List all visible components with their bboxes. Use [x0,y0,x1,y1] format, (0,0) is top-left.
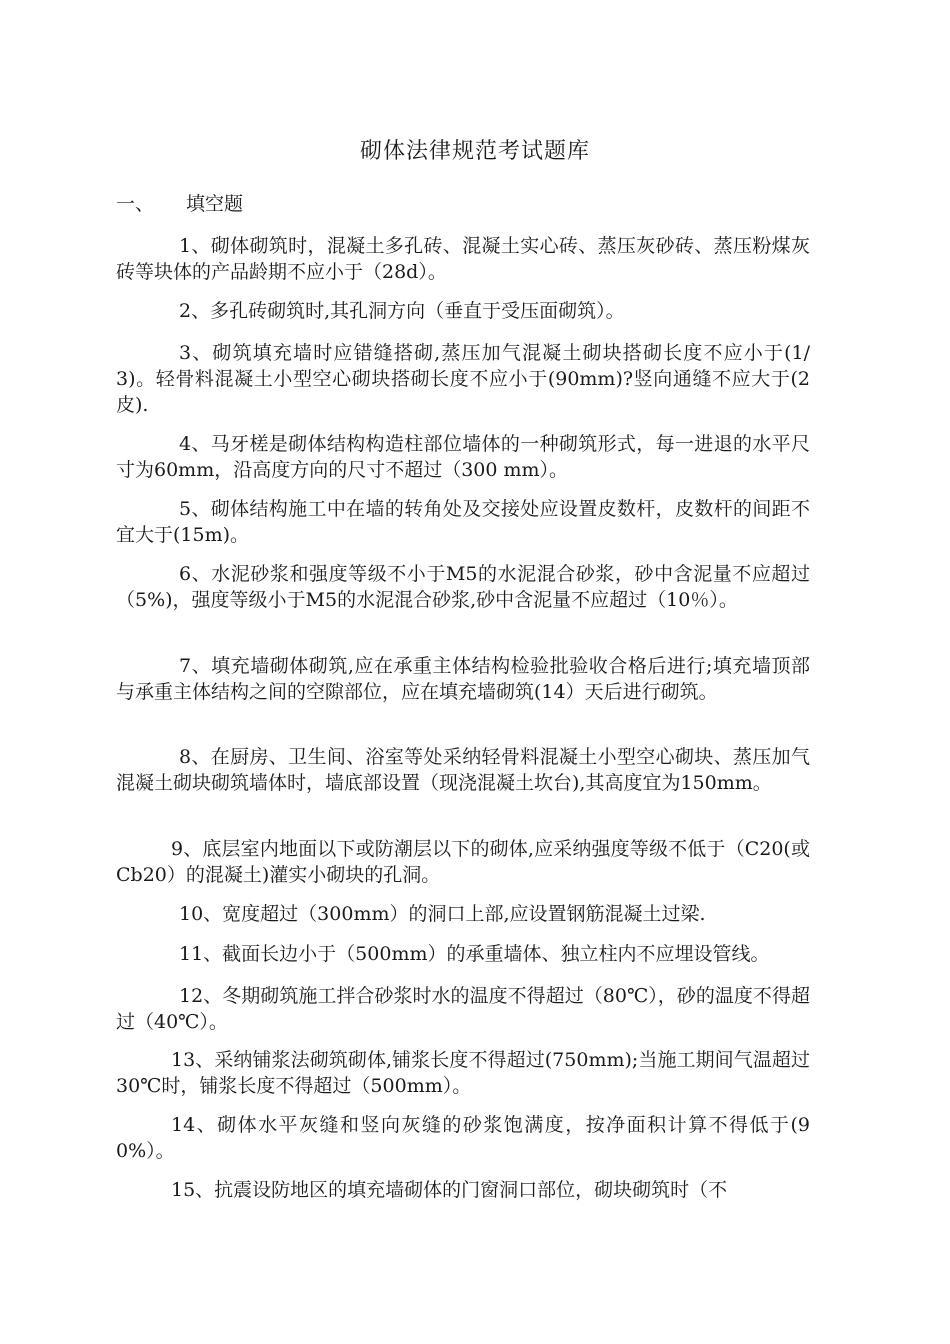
question-2: 2、多孔砖砌筑时,其孔洞方向（垂直于受压面砌筑）。 [179,300,625,322]
question-11: 11、截面长边小于（500mm）的承重墙体、独立柱内不应埋设管线。 [179,943,770,965]
question-7: 7、填充墙砌体砌筑,应在承重主体结构检验批验收合格后进行;填充墙顶部与承重主体结构之间的空隙部位，应在填充墙砌筑(14）天后进行砌筑。 [116,655,810,703]
question-3: 3、砌筑填充墙时应错缝搭砌,蒸压加气混凝土砌块搭砌长度不应小于(1/3)。轻骨料混凝土小型空心砌块搭砌长度不应小于(90mm)?竖向通缝不应大于(2皮). [116,342,810,416]
question-15: 15、抗震设防地区的填充墙砌体的门窗洞口部位，砌块砌筑时（不 [171,1179,728,1201]
question-1: 1、砌体砌筑时，混凝土多孔砖、混凝土实心砖、蒸压灰砂砖、蒸压粉煤灰砖等块体的产品龄期不应小于（28d）。 [116,235,810,283]
section-heading [116,189,243,216]
question-13: 13、采纳铺浆法砌筑砌体,铺浆长度不得超过(750mm);当施工期间气温超过30℃时，铺浆长度不得超过（500mm）。 [116,1049,810,1097]
question-9: 9、底层室内地面以下或防潮层以下的砌体,应采纳强度等级不低于（C20(或Cb20）的混凝土)灌实小砌块的孔洞。 [116,838,810,886]
section-label: 填空题 [186,193,244,215]
question-14: 14、砌体水平灰缝和竖向灰缝的砂浆饱满度，按净面积计算不得低于(90%）。 [116,1114,810,1162]
question-12: 12、冬期砌筑施工拌合砂浆时水的温度不得超过（80℃），砂的温度不得超过（40℃）。 [116,985,810,1033]
question-5: 5、砌体结构施工中在墙的转角处及交接处应设置皮数杆，皮数杆的间距不宜大于(15m)。 [116,498,810,546]
question-4: 4、马牙槎是砌体结构构造柱部位墙体的一种砌筑形式，每一进退的水平尺寸为60mm，沿高度方向的尺寸不超过（300 mm）。 [116,433,810,481]
question-8: 8、在厨房、卫生间、浴室等处采纳轻骨料混凝土小型空心砌块、蒸压加气混凝土砌块砌筑墙体时，墙底部设置（现浇混凝土坎台),其高度宜为150mm。 [116,746,810,794]
section-number: 一、 [116,193,155,215]
question-10: 10、宽度超过（300mm）的洞口上部,应设置钢筋混凝土过梁. [179,903,706,925]
document-title: 砌体法律规范考试题库 [359,139,590,164]
question-6: 6、水泥砂浆和强度等级不小于M5的水泥混合砂浆，砂中含泥量不应超过（5%)，强度等级小于M5的水泥混合砂浆,砂中含泥量不应超过（10％）。 [116,563,810,611]
